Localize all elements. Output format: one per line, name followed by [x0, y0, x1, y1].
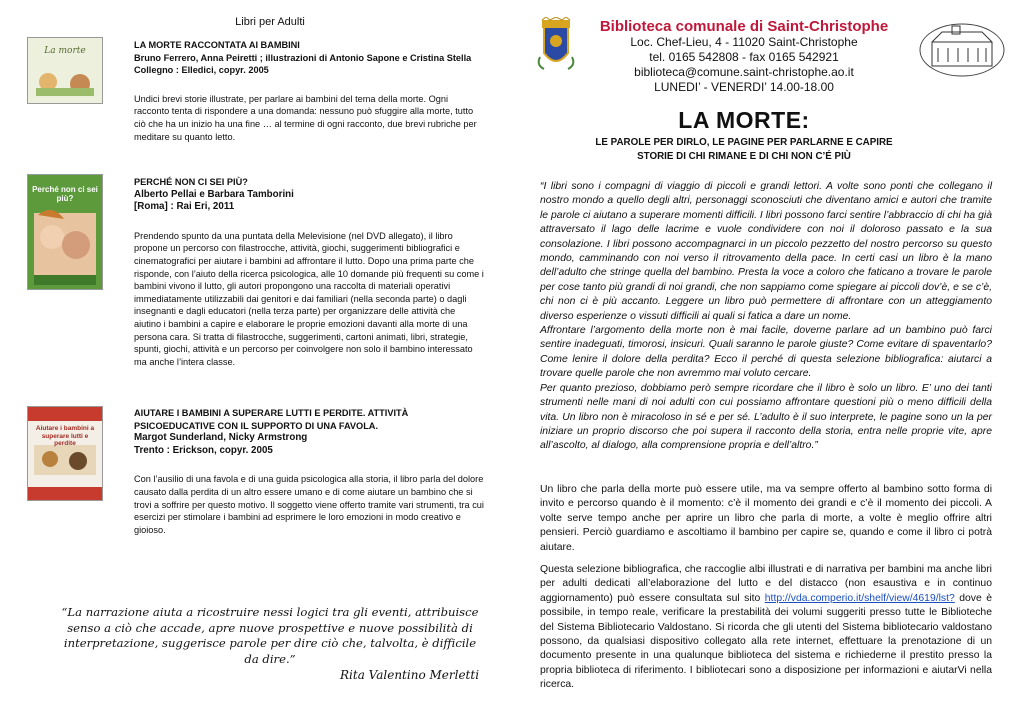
book-title: LA MORTE RACCONTATA AI BAMBINI	[134, 40, 300, 50]
library-building-logo	[918, 20, 1006, 78]
book-publisher: Trento : Erickson, copyr. 2005	[134, 444, 273, 456]
library-email[interactable]: biblioteca@comune.saint-christophe.ao.it	[634, 65, 854, 79]
library-address: Loc. Chef-Lieu, 4 - 11020 Saint-Christophe	[630, 35, 858, 49]
intro-quote	[540, 180, 992, 454]
book-publisher: [Roma] : Rai Eri, 2011	[134, 201, 235, 213]
library-phone: tel. 0165 542808 - fax 0165 542921	[649, 50, 839, 64]
book-cover-1-title: La morte	[44, 46, 86, 56]
body-paragraph-2	[540, 563, 992, 693]
narration-quote: “La narrazione aiuta a ricostruire nessi logici tra gli eventi, attribuisce senso a ciò che accade, apre nuove prospettive e nuove possibilità di interpretazione, suggerisce parole per dire ciò che, talvolta, è difficile da dire.”	[61, 605, 479, 666]
book-cover-2[interactable]	[27, 174, 103, 290]
book-entry-1	[134, 39, 484, 143]
body-text-after-link: dove è possibile, in tempo reale, verificare la prestabilità dei volumi suggeriti presso tutte le Biblioteche del Sistema Bibliotecario Valdostano. Si ricorda che gli utenti del Sistema bibliotecario valdostano possono, da qualsiasi dispositivo collegato alla rete internet, effettuare la prenotazione di un documento presente in una qualunque biblioteca del sistema e richiederne il prestito presso la propria biblioteca di riferimento. I bibliotecari sono a disposizione per informazioni e aiutarVi nella ricerca.	[540, 592, 992, 691]
intro-paragraph: Affrontare l’argomento della morte non è mai facile, doverne parlare ad un bambino può farci sentire inadeguati, timorosi, insicuri. Quali saranno le parole giuste? Come evitare di spaventarlo? Come lenire il dolore della perdita? Ecco il perché di questa selezione bibliografica: aiutarci a trovare quelle parole che non avremmo mai voluto cercare.	[540, 325, 992, 380]
quote-author: Rita Valentino Merletti	[340, 668, 480, 682]
book-cover-1[interactable]	[27, 37, 103, 104]
book-title: PERCHÉ NON CI SEI PIÙ?	[134, 177, 248, 187]
page-title: LA MORTE:	[678, 107, 810, 133]
book-cover-3-title: Aiutare i bambini a superare lutti e perdite	[35, 425, 95, 447]
book-cover-3[interactable]	[27, 406, 103, 501]
subtitle-line-1: LE PAROLE PER DIRLO, LE PAGINE PER PARLARNE E CAPIRE	[595, 137, 893, 148]
body-text: Un libro che parla della morte può essere utile, ma va sempre offerto al bambino sotto forma di invito e percorso quando è il momento: c’è il momento dei grandi e c’è il momento dei piccoli. A volte serve tempo anche per aprire un libro che parla di morte, a volte è meglio offrire altri pensieri. Perciò guardiamo e ascoltiamo il bambino per capire se, quando e come il libro ci potrà aiutare.	[540, 484, 992, 553]
book-authors: Margot Sunderland, Nicky Armstrong	[134, 432, 308, 444]
book-publisher: Collegno : Elledici, copyr. 2005	[134, 65, 269, 76]
book-title: AIUTARE I BAMBINI A SUPERARE LUTTI E PERDITE. ATTIVITÀ PSICOEDUCATIVE CON IL SUPPORTO DI UNA FAVOLA.	[134, 408, 409, 431]
library-header	[584, 18, 904, 95]
body-paragraph-1	[540, 483, 992, 555]
body-text-before-link: Questa selezione bibliografica, che raccoglie albi illustrati e di narrativa per bambini ma anche libri per adulti dedicati all’elaborazione del lutto e del distacco (non esaustiva e in continuo aggiornamento) può essere consultata sul sito	[540, 564, 992, 604]
intro-paragraph: Per quanto prezioso, dobbiamo però sempre ricordare che il libro è solo un libro. E’ uno dei tanti strumenti nelle mani di noi adulti con cui possiamo affrontare questioni più o meno difficili della vita. Un libro non è miracoloso in sé e per sé. L’adulto è il suo interprete, le pagine sono un la per iniziare un proprio discorso che poi supera il racconto della storia, entra nelle proprie vite, apre all’ascolto, al dialogo, alla comprensione propria e dell’altro.”	[540, 382, 992, 452]
book-entry-3	[134, 407, 484, 536]
section-title: Libri per Adulti	[235, 16, 305, 28]
municipal-crest-logo	[536, 17, 576, 73]
library-hours: LUNEDI’ - VENERDI’ 14.00-18.00	[654, 80, 834, 94]
book-authors: Alberto Pellai e Barbara Tamborini	[134, 188, 294, 200]
book-entry-2	[134, 176, 484, 368]
library-name: Biblioteca comunale di Saint-Christophe	[599, 18, 889, 35]
book-cover-3-illustration	[28, 407, 102, 500]
book-authors: Bruno Ferrero, Anna Peiretti ; illustrazioni di Antonio Sapone e Cristina Stella	[134, 52, 472, 63]
book-description: Prendendo spunto da una puntata della Melevisione (nel DVD allegato), il libro propone un percorso con filastrocche, attività, giochi, suggerimenti bibliografici e cinematografici per aiutare i bambini ad affrontare il lutto. Dopo una prima parte che risponde, con l’aiuto della ricerca psicologica, alle 10 domande più frequenti su come i bambini vivono il lutto, gli autori propongono una raccolta di materiali operativi immediatamente utilizzabili dai genitori e dai familiari (nella seconda parte) o dagli insegnanti e dagli educatori (nella terza parte) per organizzare delle attività che aiutino i bambini a capire e elaborare le proprie emozioni davanti alla morte di una persona cara. Si tratta di filastrocche, suggerimenti, cartoni animati, libri, strategie, spunti, giochi, attività e un percorso per coinvolgere non solo il bambino interessato ma anche l’intera classe.	[134, 230, 484, 367]
subtitle-line-2: STORIE DI CHI RIMANE E DI CHI NON C’É PIÙ	[637, 150, 851, 162]
book-description: Undici brevi storie illustrate, per parlare ai bambini del tema della morte. Ogni racconto tenta di rispondere a una domanda: nessuno può sfuggire alla morte, tutto ciò che ha un inizio ha una fine … al termine di ogni racconto, due brevi rubriche per meditare su quanto letto.	[134, 93, 477, 142]
intro-paragraph: “I libri sono i compagni di viaggio di piccoli e grandi lettori. A volte sono ponti che collegano il nostro mondo a quello degli altri, personaggi sconosciuti che diventano amici e autori che tramite le parole ci aiutano a superare momenti difficili. I libri possono farci sentire l’abbraccio di chi ha già attraversato il lago delle lacrime e vuole condividere con noi il doloroso passato e la sua consolazione. I libri possono accompagnarci in un piccolo pezzetto del nostro percorso su questo mondo, camminando con noi verso il ritrovamento della pace. In certi casi un libro è la mano dell’adulto che stringe quella del bambino. Presta la voce a coloro che faticano a trovare le parole per cose tanto più grandi di noi grandi, che non sappiamo come spiegare ai piccoli dov’è, e se c’è, chi non ci è più accanto. Leggere un libro può permettere di affrontare con un atteggiamento diverso esperienze o vissuti difficili ai quali si fatica a dare un nome.	[540, 181, 992, 322]
page-subtitle	[584, 136, 904, 163]
body-text	[540, 563, 992, 693]
catalog-link[interactable]: http://vda.comperio.it/shelf/view/4619/lst?	[764, 592, 955, 604]
book-description: Con l’ausilio di una favola e di una guida psicologica alla storia, il libro parla del dolore causato dalla perdita di un altro essere umano e di come aiutare un bambino che si trovi a soffrire per questo motivo. Il soggetto viene offerto tramite vari strumenti, tra cui esercizi per stimolare i bambini ad esprimere le loro emozioni in modo creativo e gioioso.	[134, 474, 484, 535]
book-cover-2-title: Perché non ci sei più?	[32, 185, 98, 203]
